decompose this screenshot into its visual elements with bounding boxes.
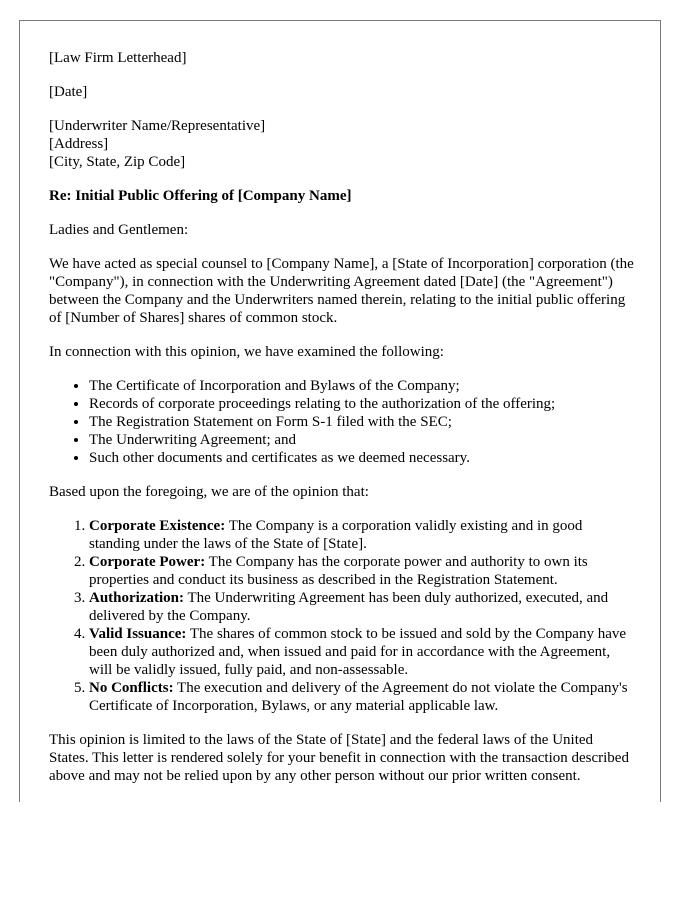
examined-lead: In connection with this opinion, we have examined the following: bbox=[49, 344, 444, 360]
opinion-term: Corporate Existence: bbox=[89, 518, 226, 534]
opinion-item-corporate-existence bbox=[89, 517, 635, 553]
opinion-term: Valid Issuance: bbox=[89, 626, 187, 642]
list-item: • The Certificate of Incorporation and Bylaws of the Company; bbox=[89, 377, 635, 395]
opinion-item-valid-issuance bbox=[89, 625, 635, 679]
subject-line: Re: Initial Public Offering of [Company Name] bbox=[49, 188, 352, 204]
closing-paragraph: This opinion is limited to the laws of the State of [State] and the federal laws of the United States. This letter is rendered solely for your benefit in connection with the transaction described above and may not be relied upon by any other person without our prior written consent. bbox=[49, 732, 629, 784]
recipient-block bbox=[49, 117, 635, 171]
letterhead: [Law Firm Letterhead] bbox=[49, 50, 187, 66]
salutation: Ladies and Gentlemen: bbox=[49, 222, 189, 238]
opinion-item-authorization bbox=[89, 589, 635, 625]
opinion-text: The Underwriting Agreement has been duly authorized, executed, and delivered by the Company. bbox=[89, 590, 609, 624]
opinion-item-no-conflicts bbox=[89, 679, 635, 715]
list-item: • The Registration Statement on Form S-1 filed with the SEC; bbox=[89, 413, 635, 431]
opinion-text: The Company is a corporation validly existing and in good standing under the laws of the State of [State]. bbox=[89, 518, 583, 552]
recipient-address: [Address] bbox=[49, 136, 109, 152]
recipient-city-state-zip: [City, State, Zip Code] bbox=[49, 154, 186, 170]
intro-paragraph: We have acted as special counsel to [Company Name], a [State of Incorporation] corporation (the "Company"), in connection with the Underwriting Agreement dated [Date] (the "Agreement") between the Company and the Underwriters named therein, relating to the initial public offering of [Number of Shares] shares of common stock. bbox=[49, 256, 634, 326]
opinion-text: The shares of common stock to be issued and sold by the Company have been duly authorized and, when issued and paid for in accordance with the Agreement, will be validly issued, fully paid, and non-assessable. bbox=[89, 626, 627, 678]
list-item: • Such other documents and certificates as we deemed necessary. bbox=[89, 449, 635, 467]
letter-date: [Date] bbox=[49, 84, 88, 100]
opinion-term: Authorization: bbox=[89, 590, 184, 606]
opinion-term: No Conflicts: bbox=[89, 680, 174, 696]
list-item: • Records of corporate proceedings relating to the authorization of the offering; bbox=[89, 395, 635, 413]
letter-body bbox=[49, 49, 635, 801]
opinion-lead: Based upon the foregoing, we are of the opinion that: bbox=[49, 484, 369, 500]
examined-documents-list bbox=[49, 377, 635, 467]
opinions-list bbox=[49, 517, 635, 715]
list-item: • The Underwriting Agreement; and bbox=[89, 431, 635, 449]
recipient-name: [Underwriter Name/Representative] bbox=[49, 118, 266, 134]
opinion-text: The execution and delivery of the Agreement do not violate the Company's Certificate of Incorporation, Bylaws, or any material applicable law. bbox=[89, 680, 628, 714]
letter-page bbox=[19, 20, 661, 802]
opinion-term: Corporate Power: bbox=[89, 554, 206, 570]
opinion-item-corporate-power bbox=[89, 553, 635, 589]
opinion-text: The Company has the corporate power and authority to own its properties and conduct its business as described in the Registration Statement. bbox=[89, 554, 588, 588]
